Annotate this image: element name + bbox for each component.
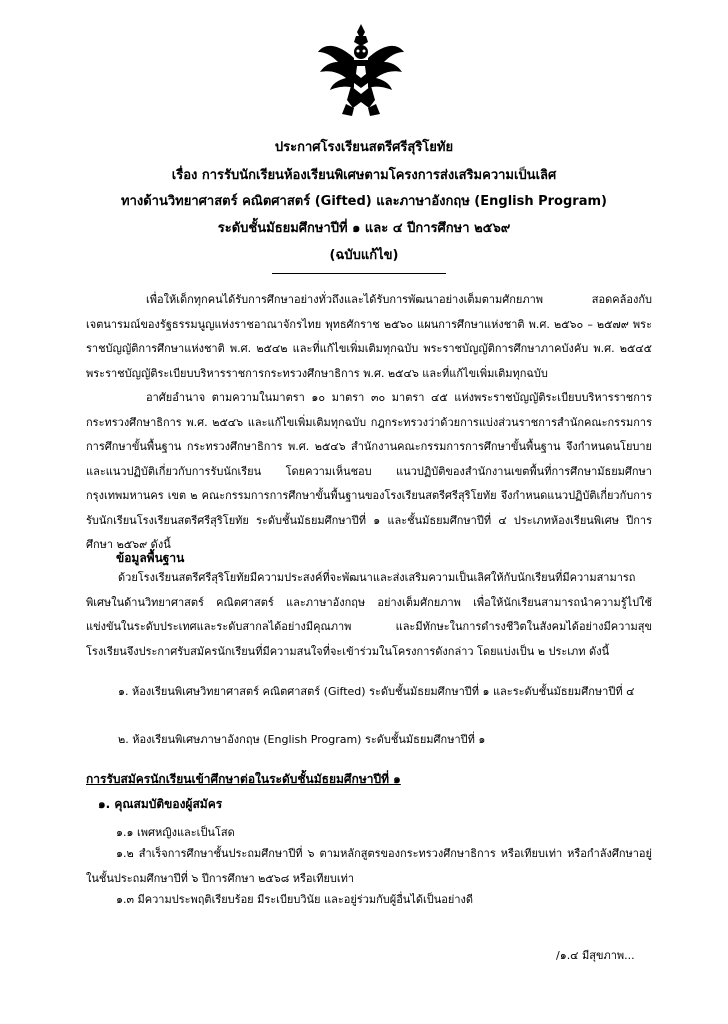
continuation-marker: /๑.๔ มีสุขภาพ... — [556, 949, 635, 962]
background-heading: ข้อมูลพื้นฐาน — [116, 551, 185, 565]
announcement-title: ประกาศโรงเรียนสตรีศรีสุริโยทัย — [274, 140, 454, 155]
intro-paragraph-1: เพื่อให้เด็กทุกคนได้รับการศึกษาอย่างทั่วถึงและได้รับการพัฒนาอย่างเต็มตามศักยภาพ สอดคล้องกับเจตนารมณ์ของรัฐธรรมนูญแห่งราชอาณาจักรไทย พุทธศักราช ๒๕๖๐ แผนการศึกษาแห่งชาติ พ.ศ. ๒๕๖๐ – ๒๕๗๙ พระราชบัญญัติการศึกษาแห่งชาติ พ.ศ. ๒๕๔๒ และที่แก้ไขเพิ่มเติมทุกฉบับ พระราชบัญญัติการศึกษาภาคบังคับ พ.ศ. ๒๕๔๕ พระราชบัญญัติระเบียบบริหารราชการกระทรวงศึกษาธิการ พ.ศ. ๒๕๔๖ และที่แก้ไขเพิ่มเติมทุกฉบับ — [86, 293, 652, 380]
subject-line: เรื่อง การรับนักเรียนห้องเรียนพิเศษตามโครงการส่งเสริมความเป็นเลิศ — [171, 168, 557, 183]
admission-heading: การรับสมัครนักเรียนเข้าศึกษาต่อในระดับชั้นมัธยมศึกษาปีที่ ๑ — [86, 772, 401, 786]
qualifications-heading: ๑. คุณสมบัติของผู้สมัคร — [98, 797, 223, 811]
program-item-1: ๑. ห้องเรียนพิเศษวิทยาศาสตร์ คณิตศาสตร์ (Gifted) ระดับชั้นมัธยมศึกษาปีที่ ๑ และระดับชั้นมัธยมศึกษาปีที่ ๔ — [118, 685, 635, 698]
level-line: ระดับชั้นมัธยมศึกษาปีที่ ๑ และ ๔ ปีการศึกษา ๒๕๖๙ — [217, 221, 511, 236]
background-paragraph: ด้วยโรงเรียนสตรีศรีสุริโยทัยมีความประสงค์ที่จะพัฒนาและส่งเสริมความเป็นเลิศให้กับนักเรียนที่มีความสามารถพิเศษในด้านวิทยาศาสตร์ คณิตศาสตร์ และภาษาอังกฤษ อย่างเต็มศักยภาพ เพื่อให้นักเรียนสามารถนำความรู้ไปใช้แข่งขันในระดับประเทศและระดับสากลได้อย่างมีคุณภาพ และมีทักษะในการดำรงชีวิตในสังคมได้อย่างมีความสุข โรงเรียนจึงประกาศรับสมัครนักเรียนที่มีความสนใจที่จะเข้าร่วมในโครงการดังกล่าว โดยแบ่งเป็น ๒ ประเภท ดังนี้ — [86, 571, 652, 658]
intro-paragraph-2: อาศัยอำนาจ ตามความในมาตรา ๑๐ มาตรา ๓๐ มาตรา ๔๕ แห่งพระราชบัญญัติระเบียบบริหารราชการกระทรวงศึกษาธิการ พ.ศ. ๒๕๔๖ และแก้ไขเพิ่มเติมทุกฉบับ กฎกระทรวงว่าด้วยการแบ่งส่วนราชการสำนักคณะกรรมการการศึกษาขั้นพื้นฐาน กระทรวงศึกษาธิการ พ.ศ. ๒๕๔๖ สำนักงานคณะกรรมการการศึกษาขั้นพื้นฐาน จึงกำหนดนโยบายและแนวปฏิบัติเกี่ยวกับการรับนักเรียน โดยความเห็นชอบ แนวปฏิบัติของสำนักงานเขตพื้นที่การศึกษามัธยมศึกษากรุงเทพมหานคร เขต ๒ คณะกรรมการการศึกษาขั้นพื้นฐานของโรงเรียนสตรีศรีสุริโยทัย จึงกำหนดแนวปฏิบัติเกี่ยวกับการรับนักเรียนโรงเรียนสตรีศรีสุริโยทัย ระดับชั้นมัธยมศึกษาปีที่ ๑ และชั้นมัธยมศึกษาปีที่ ๔ ประเภทห้องเรียนพิเศษ ปีการศึกษา ๒๕๖๙ ดังนี้ — [86, 391, 652, 551]
qualification-1-3: ๑.๓ มีความประพฤติเรียบร้อย มีระเบียบวินัย และอยู่ร่วมกับผู้อื่นได้เป็นอย่างดี — [116, 893, 474, 906]
garuda-emblem-icon — [316, 22, 406, 118]
revision-label: (ฉบับแก้ไข) — [329, 248, 399, 263]
qualification-1-2: ๑.๒ สำเร็จการศึกษาชั้นประถมศึกษาปีที่ ๖ ตามหลักสูตรของกระทรวงศึกษาธิการ หรือเทียบเท่า หรือกำลังศึกษาอยู่ในชั้นประถมศึกษาปีที่ ๖ ปีการศึกษา ๒๕๖๘ หรือเทียบเท่า — [86, 847, 652, 885]
subject-line-2: ทางด้านวิทยาศาสตร์ คณิตศาสตร์ (Gifted) และภาษาอังกฤษ (English Program) — [121, 194, 607, 209]
divider — [272, 273, 446, 274]
qualification-1-1: ๑.๑ เพศหญิงและเป็นโสด — [116, 826, 235, 839]
program-item-2: ๒. ห้องเรียนพิเศษภาษาอังกฤษ (English Program) ระดับชั้นมัธยมศึกษาปีที่ ๑ — [118, 733, 486, 746]
